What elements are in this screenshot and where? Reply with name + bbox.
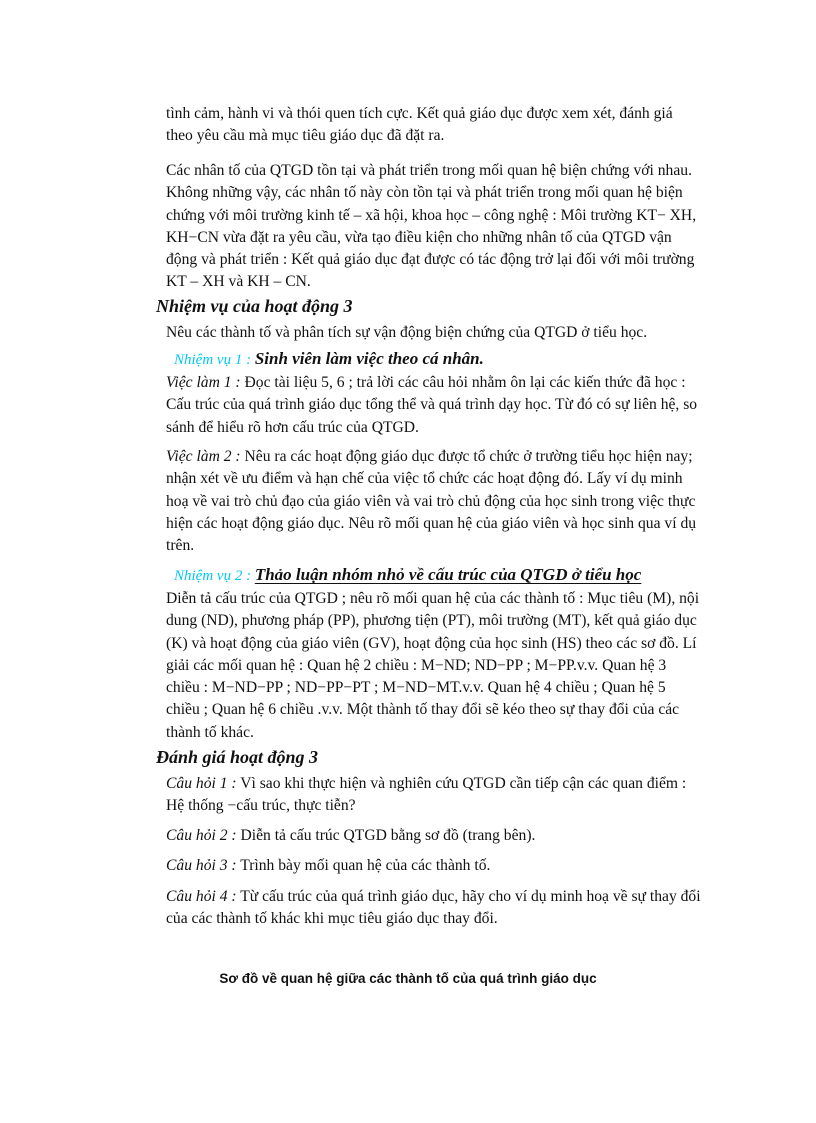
question-1 — [166, 773, 726, 818]
text-line: Nêu ra các hoạt động giáo dục được tổ chức ở trường tiểu học hiện nay; — [240, 448, 693, 465]
text-line: động và phát triển : Kết quả giáo dục đạt được có tác động trở lại đối với môi trường — [166, 251, 695, 269]
text-line: Đọc tài liệu 5, 6 ; trả lời các câu hỏi nhằm ôn lại các kiến thức đã học : — [240, 374, 686, 391]
text-line: Các nhân tố của QTGD tồn tại và phát triển trong mối quan hệ biện chứng với nhau. — [166, 162, 692, 179]
work-1-label: Việc làm 1 : — [166, 374, 241, 391]
text-line: nhận xét về ưu điểm và hạn chế của việc tổ chức các hoạt động đó. Lấy ví dụ minh — [166, 470, 683, 488]
text-line: Diễn tả cấu trúc của QTGD ; nêu rõ mối quan hệ của các thành tố : Mục tiêu (M), nội — [166, 590, 700, 607]
text-line: KT – XH và KH – CN. — [166, 273, 311, 291]
question-2-label: Câu hỏi 2 : — [166, 827, 237, 844]
diagram-caption: Sơ đồ về quan hệ giữa các thành tố của quá trình giáo dục — [219, 971, 597, 986]
task-2-label: Nhiệm vụ 2 : — [174, 568, 255, 584]
text-line: Diễn tả cấu trúc QTGD bằng sơ đồ (trang bên). — [236, 827, 536, 844]
task-2-text: Thảo luận nhóm nhỏ về cấu trúc của QTGD ở tiểu học — [254, 565, 642, 584]
question-2 — [166, 825, 726, 847]
question-4 — [166, 886, 726, 931]
text-line: KH−CN vừa đặt ra yêu cầu, vừa tạo điều kiện cho những nhân tố của QTGD vận — [166, 228, 672, 246]
text-line: trên. — [166, 537, 195, 555]
text-line: giải các mối quan hệ : Quan hệ 2 chiều : M−ND; ND−PP ; M−PP.v.v. Quan hệ 3 — [166, 656, 667, 674]
text-line: của các thành tố khác khi mục tiêu giáo dục thay đổi. — [166, 910, 498, 928]
text-line: (K) và hoạt động của giáo viên (GV), hoạt động của học sinh (HS) theo các sơ đồ. Lí — [166, 634, 697, 652]
text-line: hoạ về vai trò chủ đạo của giáo viên và vai trò chủ động của học sinh trong việc thực — [166, 492, 696, 510]
work-2-label: Việc làm 2 : — [166, 448, 241, 465]
text-line: sánh để hiểu rõ hơn cấu trúc của QTGD. — [166, 418, 419, 436]
question-3-label: Câu hỏi 3 : — [166, 857, 237, 874]
text-line: chiều ; Quan hệ 6 chiều .v.v. Một thành tố thay đổi sẽ kéo theo sự thay đổi của các — [166, 701, 680, 719]
paragraph-work-1 — [166, 372, 726, 439]
task-2-heading — [174, 565, 641, 585]
question-1-label: Câu hỏi 1 : — [166, 775, 237, 792]
text-line: Nêu các thành tố và phân tích sự vận động biện chứng của QTGD ở tiểu học. — [166, 324, 648, 341]
text-line: Cấu trúc của quá trình giáo dục tổng thể và quá trình dạy học. Từ đó có sự liên hệ, so — [166, 396, 698, 414]
paragraph-task-intro — [166, 322, 726, 344]
paragraph-work-2 — [166, 446, 726, 557]
text-line: Trình bày mối quan hệ của các thành tố. — [236, 857, 491, 874]
text-line: dung (ND), phương pháp (PP), phương tiện (PT), môi trường (MT), kết quả giáo dục — [166, 612, 697, 630]
question-3 — [166, 855, 726, 877]
heading-activity-tasks: Nhiệm vụ của hoạt động 3 — [156, 296, 353, 316]
task-1-text: Sinh viên làm việc theo cá nhân. — [254, 349, 484, 368]
paragraph-education-result — [166, 103, 726, 148]
text-line: theo yêu cầu mà mục tiêu giáo dục đã đặt ra. — [166, 127, 445, 145]
heading-activity-evaluation: Đánh giá hoạt động 3 — [156, 747, 319, 767]
text-line: Vì sao khi thực hiện và nghiên cứu QTGD cần tiếp cận các quan điểm : — [236, 775, 687, 792]
text-line: Không những vậy, các nhân tố này còn tồn tại và phát triển trong mối quan hệ biện — [166, 184, 683, 202]
paragraph-structure-description — [166, 588, 726, 744]
paragraph-factors-relation — [166, 160, 726, 294]
text-line: chiều : M−ND−PP ; ND−PP−PT ; M−ND−MT.v.v. Quan hệ 4 chiều ; Quan hệ 5 — [166, 679, 666, 697]
text-line: tình cảm, hành vi và thói quen tích cực. Kết quả giáo dục được xem xét, đánh giá — [166, 105, 673, 122]
task-1-label: Nhiệm vụ 1 : — [174, 352, 255, 368]
task-1-heading — [174, 349, 484, 369]
text-line: chứng với môi trường kinh tế – xã hội, khoa học – công nghệ : Môi trường KT− XH, — [166, 206, 697, 224]
question-4-label: Câu hỏi 4 : — [166, 888, 237, 905]
text-line: hiện các hoạt động giáo dục. Nêu rõ mối quan hệ của giáo viên và học sinh qua ví dụ — [166, 514, 697, 532]
text-line: Từ cấu trúc của quá trình giáo dục, hãy cho ví dụ minh hoạ về sự thay đổi — [236, 888, 701, 905]
text-line: thành tố khác. — [166, 723, 254, 741]
text-line: Hệ thống −cấu trúc, thực tiễn? — [166, 797, 356, 815]
